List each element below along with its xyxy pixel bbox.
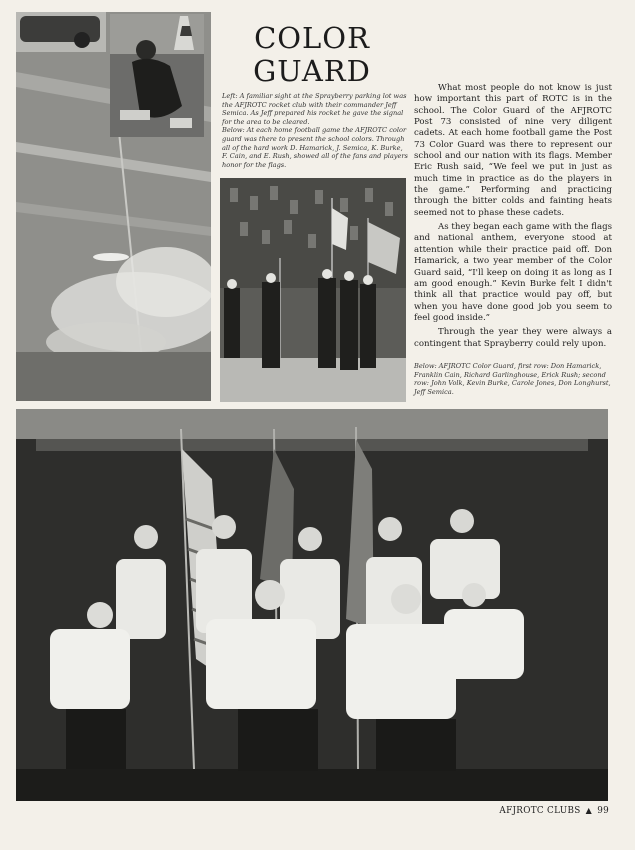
group-photo-caption xyxy=(414,362,612,396)
title-line-color: COLOR xyxy=(254,21,370,55)
title-line-guard: GUARD xyxy=(253,54,371,88)
stadium-color-guard-photo xyxy=(220,178,406,402)
rocket-commander-photo xyxy=(110,14,204,137)
article-paragraph-2: As they began each game with the flags and national anthem, everyone stood at attention while their practice paid off. Don Hamarick, a two year member of the Color Guard said, “I'll keep on doing it as long as I am good enough.” Kevin Burke felt I didn't think all that practice would pay off, but when you have done good job you seem to feel good inside.” xyxy=(414,222,612,323)
page-title xyxy=(222,22,402,88)
page-folio xyxy=(499,806,609,816)
color-guard-group-photo xyxy=(16,409,608,801)
triangle-icon: ▲ xyxy=(585,806,593,815)
caption-left-rocket: Left: A familiar sight at the Sprayberry parking lot was the AFJROTC rocket club with their commander Jeff Semica. As Jeff prepared his rocket he gave the signal for the area to be cleared. xyxy=(222,92,407,126)
article-paragraph-1: What most people do not know is just how important this part of ROTC is in the school. The Color Guard of the AFJROTC Post 73 consisted of nine very diligent cadets. At each home football game the Post 73 Color Guard was there to represent our school and our nation with its flags. Member Eric Rush said, “We feel we put in just as much time in practice as do the players in the game.” Performing and practicing through the bitter colds and fainting heats seemed not to phase these cadets. xyxy=(414,83,612,218)
caption-below-football: Below: At each home football game the AFJROTC color guard was there to present the school colors. Through all of the hard work D. Hamarick, J. Semica, K. Burke, F. Cain, and E. Rush, showed all of the fans and players honor for the flags. xyxy=(222,126,408,169)
folio-section-label: AFJROTC CLUBS xyxy=(499,806,581,816)
article-body xyxy=(414,83,612,353)
caption-group-names: Below: AFJROTC Color Guard, first row: Don Hamarick, Franklin Cain, Richard Garlinghouse, Erick Rush; second row: John Volk, Kevin Burke, Carole Jones, Don Longhurst, Jeff Semica. xyxy=(414,362,611,396)
photo-caption-upper xyxy=(222,92,408,169)
folio-page-number: 99 xyxy=(597,806,609,816)
article-paragraph-3: Through the year they were always a contingent that Sprayberry could rely upon. xyxy=(414,327,612,349)
